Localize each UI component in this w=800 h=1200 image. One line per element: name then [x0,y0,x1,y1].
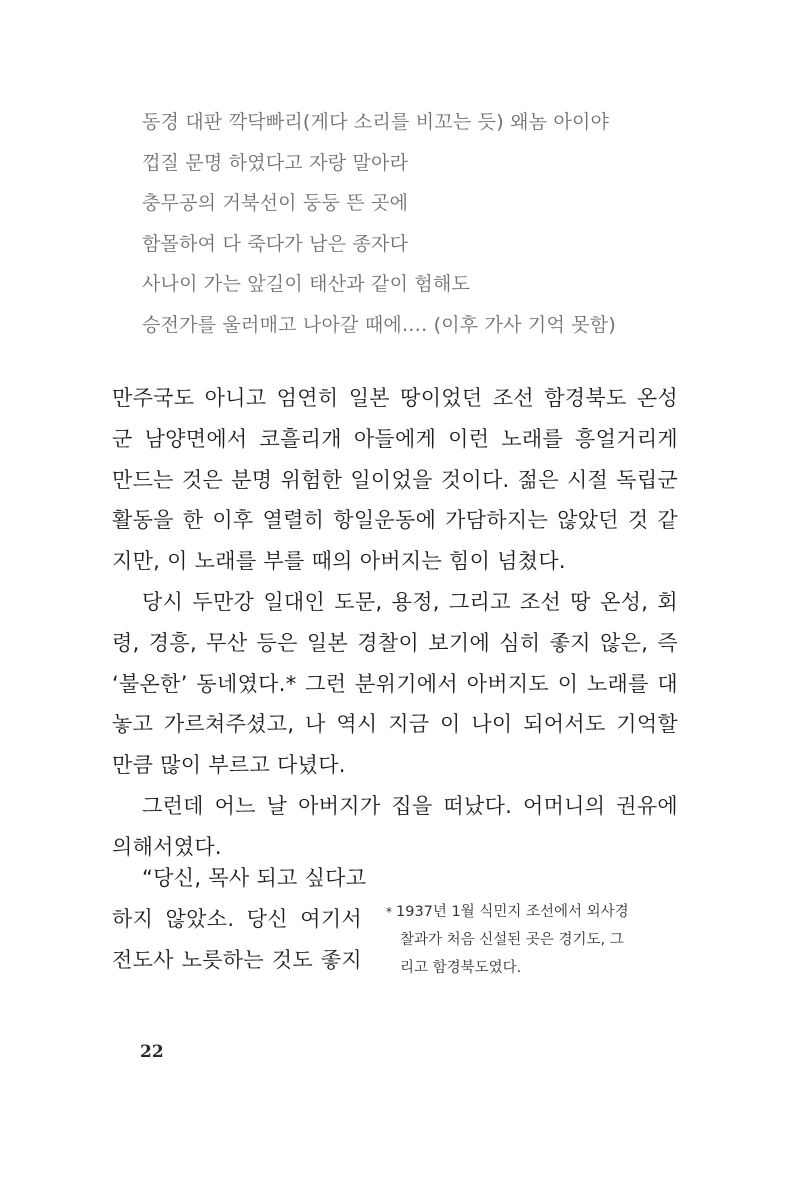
lyric-line: 승전가를 울러매고 나아갈 때에…. (이후 가사 기억 못함) [142,313,616,336]
narrow-body-text [112,858,367,980]
paragraph-line: 만큼 많이 부르고 다녔다. [112,753,346,778]
song-lyrics-block [142,102,682,345]
paragraph-line: 령, 경흥, 무산 등은 일본 경찰이 보기에 심히 좋지 않은, 즉 [112,630,678,655]
footnote-line: 리고 함경북도였다. [400,960,522,976]
paragraph-line: 당시 두만강 일대인 도문, 용정, 그리고 조선 땅 온성, 회 [142,589,678,614]
lyric-line: 충무공의 거북선이 둥둥 뜬 곳에 [142,192,409,214]
paragraph-line: 하지 않았소. 당신 여기서 [112,906,362,931]
paragraph-line: 지만, 이 노래를 부를 때의 아버지는 힘이 넘쳤다. [112,549,566,574]
lyric-line: 함몰하여 다 죽다가 남은 종자다 [142,232,409,255]
paragraph-line: 놓고 가르쳐주셨고, 나 역시 지금 이 나이 되어서도 기억할 [112,712,678,737]
page-number: 22 [140,1042,164,1062]
paragraph-line: 군 남양면에서 코흘리개 아들에게 이런 노래를 흥얼거리게 [112,426,678,451]
body-text [112,378,678,868]
paragraph-line: ‘불온한’ 동네였다.* 그런 분위기에서 아버지도 이 노래를 대 [112,671,678,696]
footnote-text: 1937년 1월 식민지 조선에서 외사경 [396,904,629,920]
lyric-line: 껍질 문명 하였다고 자랑 말아라 [142,151,409,174]
footnote-line: 찰과가 처음 신설된 곳은 경기도, 그 [400,932,624,948]
paragraph-line: 만주국도 아니고 엄연히 일본 땅이었던 조선 함경북도 온성 [112,386,678,410]
paragraph-line: 의해서였다. [112,834,222,859]
footnote-line [386,898,666,926]
paragraph-line: 만드는 것은 분명 위험한 일이었을 것이다. 젊은 시절 독립군 [112,467,678,492]
paragraph-line: 전도사 노릇하는 것도 좋지 [112,947,362,972]
lyric-line: 동경 대판 깍닥빠리(게다 소리를 비꼬는 듯) 왜놈 아이야 [142,111,610,133]
lyric-line: 사나이 가는 앞길이 태산과 같이 험해도 [142,273,471,295]
footnote [386,898,666,982]
paragraph-line: 활동을 한 이후 열렬히 항일운동에 가담하지는 않았던 것 같 [112,508,678,533]
paragraph-line: “당신, 목사 되고 싶다고 [142,866,367,890]
paragraph-line: 그런데 어느 날 아버지가 집을 떠났다. 어머니의 권유에 [142,793,678,818]
footnote-marker: * [386,905,392,919]
